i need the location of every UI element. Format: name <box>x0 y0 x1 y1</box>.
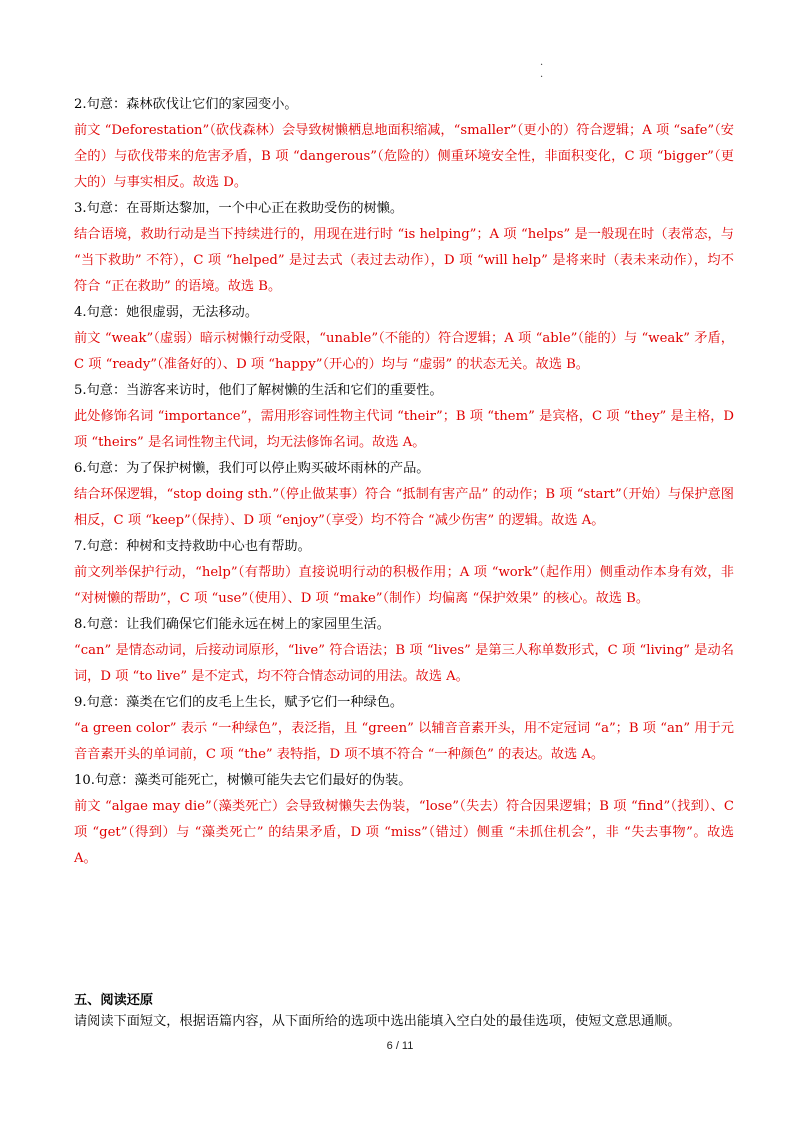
sentence-meaning: 9.句意：藻类在它们的皮毛上生长，赋予它们一种绿色。 <box>74 695 404 710</box>
analysis-text: 此处修饰名词 “importance”，需用形容词性物主代词 “their”；B 项 “them” 是宾格，C 项 “they” 是主格，D 项 “theirs” 是名词性物主代词，均无法修饰名词。故选 A。 <box>74 409 734 450</box>
explanation-item-9 <box>74 690 734 768</box>
answer-explanations <box>74 92 734 872</box>
sentence-meaning: 6.句意：为了保护树懒，我们可以停止购买破坏雨林的产品。 <box>74 461 430 476</box>
analysis-text: 前文 “algae may die”（藻类死亡）会导致树懒失去伪装，“lose”（失去）符合因果逻辑；B 项 “find”（找到）、C 项 “get”（得到）与 “藻类死亡” 的结果矛盾，D 项 “miss”（错过）侧重 “未抓住机会”，非 “失去事物”。故选 A。 <box>74 799 734 866</box>
explanation-item-3 <box>74 196 734 300</box>
analysis-text: 结合环保逻辑，“stop doing sth.”（停止做某事）符合 “抵制有害产品” 的动作；B 项 “start”（开始）与保护意图相反，C 项 “keep”（保持）、D 项 “enjoy”（享受）均不符合 “减少伤害” 的逻辑。故选 A。 <box>74 487 734 528</box>
sentence-meaning: 7.句意：种树和支持救助中心也有帮助。 <box>74 539 311 554</box>
reading-restore-section <box>74 990 734 1032</box>
sentence-meaning: 10.句意：藻类可能死亡，树懒可能失去它们最好的伪装。 <box>74 773 412 788</box>
explanation-item-4 <box>74 300 734 378</box>
analysis-text: “a green color” 表示 “一种绿色”，表泛指，且 “green” 以辅音音素开头，用不定冠词 “a”；B 项 “an” 用于元音音素开头的单词前，C 项 “the” 表特指，D 项不填不符合 “一种颜色” 的表达。故选 A。 <box>74 721 734 762</box>
explanation-item-6 <box>74 456 734 534</box>
analysis-text: 结合语境，救助行动是当下持续进行的，用现在进行时 “is helping”；A 项 “helps” 是一般现在时（表常态，与 “当下救助” 不符），C 项 “helped” 是过去式（表过去动作），D 项 “will help” 是将来时（表未来动作），均不符合 “正在救助” 的语境。故选 B。 <box>74 227 734 294</box>
explanation-item-2 <box>74 92 734 196</box>
sentence-meaning: 8.句意：让我们确保它们能永远在树上的家园里生活。 <box>74 617 390 632</box>
header-marks: · · <box>540 60 544 83</box>
analysis-text: 前文列举保护行动，“help”（有帮助）直接说明行动的积极作用；A 项 “work”（起作用）侧重动作本身有效，非 “对树懒的帮助”，C 项 “use”（使用）、D 项 “make”（制作）均偏离 “保护效果” 的核心。故选 B。 <box>74 565 734 606</box>
analysis-text: “can” 是情态动词，后接动词原形，“live” 符合语法；B 项 “lives” 是第三人称单数形式，C 项 “living” 是动名词，D 项 “to live” 是不定式，均不符合情态动词的用法。故选 A。 <box>74 643 734 684</box>
page-number: 6 / 11 <box>386 1040 414 1052</box>
sentence-meaning: 4.句意：她很虚弱，无法移动。 <box>74 305 259 320</box>
sentence-meaning: 2.句意：森林砍伐让它们的家园变小。 <box>74 97 298 112</box>
explanation-item-7 <box>74 534 734 612</box>
analysis-text: 前文 “weak”（虚弱）暗示树懒行动受限，“unable”（不能的）符合逻辑；A 项 “able”（能的）与 “weak” 矛盾，C 项 “ready”（准备好的）、D 项 “happy”（开心的）均与 “虚弱” 的状态无关。故选 B。 <box>74 331 734 372</box>
explanation-item-5 <box>74 378 734 456</box>
explanation-item-8 <box>74 612 734 690</box>
section-title: 五、阅读还原 <box>74 993 154 1008</box>
sentence-meaning: 5.句意：当游客来访时，他们了解树懒的生活和它们的重要性。 <box>74 383 443 398</box>
section-instructions: 请阅读下面短文，根据语篇内容，从下面所给的选项中选出能填入空白处的最佳选项，使短文意思通顺。 <box>74 1014 681 1029</box>
explanation-item-10 <box>74 768 734 872</box>
analysis-text: 前文 “Deforestation”（砍伐森林）会导致树懒栖息地面积缩减，“smaller”（更小的）符合逻辑；A 项 “safe”（安全的）与砍伐带来的危害矛盾，B 项 “dangerous”（危险的）侧重环境安全性，非面积变化，C 项 “bigger”（更大的）与事实相反。故选 D。 <box>74 123 734 190</box>
sentence-meaning: 3.句意：在哥斯达黎加，一个中心正在救助受伤的树懒。 <box>74 201 404 216</box>
